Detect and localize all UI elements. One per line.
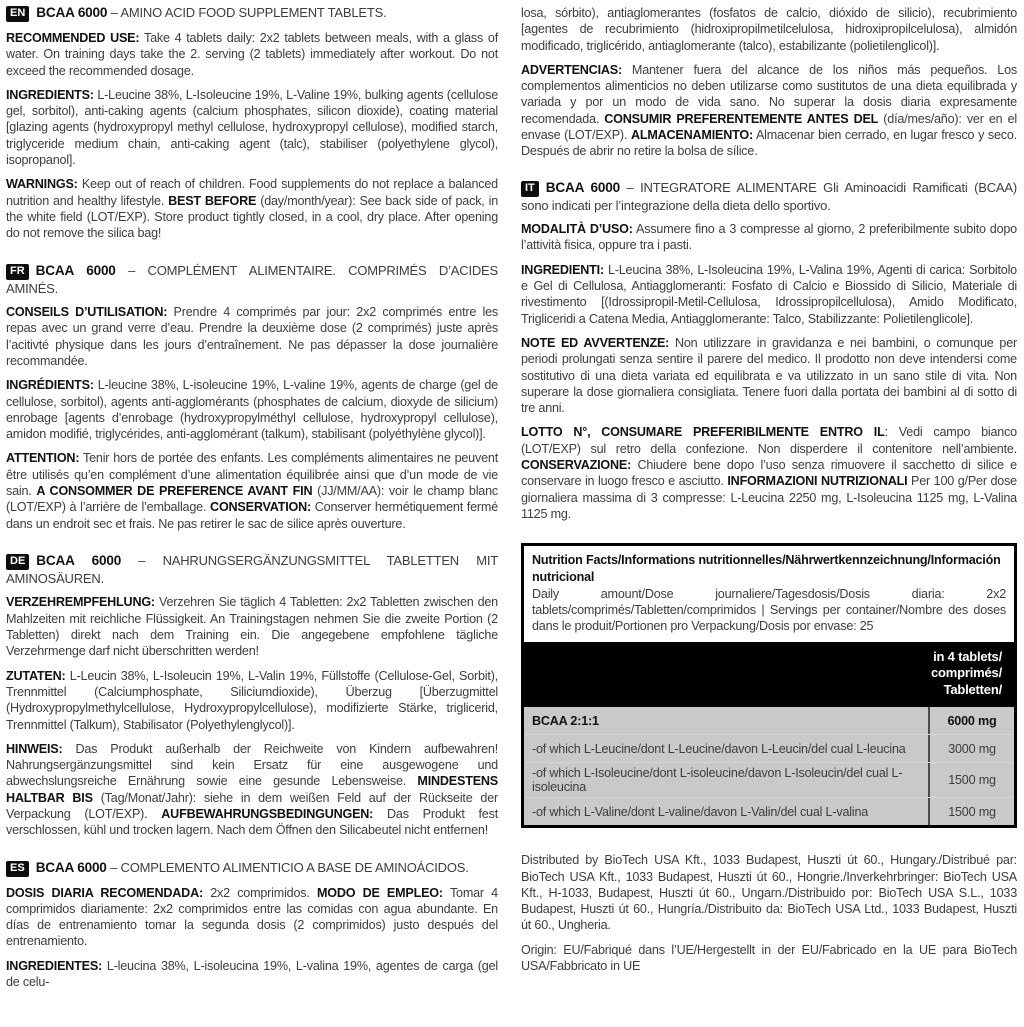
section-fr-title — [6, 263, 498, 298]
section-it-title — [521, 180, 1017, 215]
nutrition-table-body — [524, 707, 1014, 825]
paragraph-it-note: NOTE ED AVVERTENZE: Non utilizzare in gravidanza e nei bambini, o comunque per periodi prolungati senza sentire il parere del medico. Il prodotto non deve intendersi come sostitutivo di una dieta variata ed equilibrata e va utilizzato in un sano stile di vita. Non superare la dose giornaliera consigliata. Tenere fuori dalla portata dei bambini al di sotto di tre anni. — [521, 335, 1018, 416]
section-es-title-text: BCAA 6000 – COMPLEMENTO ALIMENTICIO A BASE DE AMINOÁCIDOS. — [35, 859, 469, 875]
section-fr-title-text: BCAA 6000 – COMPLÉMENT ALIMENTAIRE. COMPRIMÉS D’ACIDES AMINÉS. — [6, 262, 498, 296]
paragraph-es-advertencias: ADVERTENCIAS: Mantener fuera del alcance de los niños más pequeños. Los complementos alimenticios no deben utilizarse como sustitutos de una dieta equilibrada y variada y por un modo de vida sano. No superar la dosis diaria expresamente recomendada. CONSUMIR PREFERENTEMENTE ANTES DEL (día/mes/año): ver en el envase (LOT/EXP). ALMACENAMIENTO: Almacenar bien cerrado, en lugar fresco y seco. Después de abrir no retire la bolsa de sílice. — [521, 62, 1017, 159]
section-de — [6, 553, 498, 839]
table-row-leucine — [524, 734, 1014, 762]
paragraph-en-ingredients: INGREDIENTS: L-Leucine 38%, L-Isoleucine 19%, L-Valine 19%, bulking agents (cellulose gel, sorbitol), anti-caking agents (calcium phosphates, silicon dioxide), coating material [glazing agents (hydroxypropyl methyl cellulose, hydroxypropyl cellulose), modified starch, triglyceride medium chain, anti-caking agent (talc), stabiliser (polyethylene glycol), isopropanol]. — [6, 87, 498, 168]
lang-badge-en: EN — [6, 6, 29, 22]
section-fr — [6, 263, 498, 532]
left-column — [6, 5, 498, 998]
nutrition-amount-column-header — [524, 642, 1014, 708]
table-row-isoleucine — [524, 762, 1014, 797]
row-value: 3000 mg — [928, 735, 1014, 762]
nutrition-table-header — [524, 546, 1014, 641]
paragraph-es-dosis: DOSIS DIARIA RECOMENDADA: 2x2 comprimidos. MODO DE EMPLEO: Tomar 4 comprimidos diariamente: 2x2 comprimidos entre las comidas con agua abundante. En días de entrenamiento tomar la segunda dosis (2 comprimidos) justo después del entrenamiento. — [6, 885, 498, 949]
paragraph-it-ingredienti: INGREDIENTI: L-Leucina 38%, L-Isoleucina 19%, L-Valina 19%, Agenti di carica: Sorbitolo e Gel di Cellulosa, Antiagglomeranti: Fosfato di Calcio e Biossido di Silicio, Materiale di rivestimento [(Idrossipropil-Metil-Cellulosa, Idrossipropilcellulosa), Amido Modificato, Trigliceridi a Catena Media, Antiagglomerante: Talco, Stabilizzante: Polietilenglicole]. — [521, 262, 1017, 326]
nutrition-table-title: Nutrition Facts/Informations nutritionnelles/Nährwertkennzeichnung/Información nutricional — [532, 553, 1001, 584]
section-it — [521, 180, 1017, 523]
paragraph-es-ingredientes: INGREDIENTES: L-leucina 38%, L-isoleucina 19%, L-valina 19%, agentes de carga (gel de celu- — [6, 958, 498, 990]
row-label: BCAA 2:1:1 — [532, 713, 599, 728]
section-it-title-text: BCAA 6000 – INTEGRATORE ALIMENTARE Gli Aminoacidi Ramificati (BCAA) sono indicati per l’integrazione della dieta dello sportivo. — [521, 179, 1017, 213]
section-es-title — [6, 860, 498, 878]
table-row-bcaa-total — [524, 707, 1014, 734]
paragraph-de-verzehrempfehlung: VERZEHREMPFEHLUNG: Verzehren Sie täglich 4 Tabletten: 2x2 Tabletten zwischen den Mahlzeiten mit reichliche Flüssigkeit. An Trainingstagen nehmen Sie die zweite Portion (2 Tabletten) direkt nach dem Training ein. Die angegebene empfohlene tägliche Verzehrmenge darf nicht überschritten werden! — [6, 595, 498, 659]
lang-badge-it: IT — [521, 181, 539, 197]
row-label: -of which L-Valine/dont L-valine/davon L-Valin/del cual L-valina — [532, 804, 869, 819]
paragraph-it-lotto: LOTTO N°, CONSUMARE PREFERIBILMENTE ENTRO IL: Vedi campo bianco (LOT/EXP) sul retro della confezione. Non disperdere il contenitore nell’ambiente. CONSERVAZIONE: Chiudere bene dopo l’uso senza rimuovere il sacchetto di silice e conservare in luogo fresco e asciutto. INFORMAZIONI NUTRIZIONALI Per 100 g/Per dose giornaliera massima di 3 compresse: L-Leucina 2250 mg, L-Isoleucina 1125 mg, L-Valina 1125 mg. — [521, 425, 1017, 521]
section-en-title-text: BCAA 6000 – AMINO ACID FOOD SUPPLEMENT TABLETS. — [36, 5, 387, 20]
paragraph-en-recommended-use: RECOMMENDED USE: Take 4 tablets daily: 2x2 tablets between meals, with a glass of water. On training days take the 2. serving (2 tablets) immediately after workout. Do not exceed the recommended dosage. — [6, 31, 498, 78]
lang-badge-de: DE — [6, 554, 29, 570]
paragraph-distributor: Distributed by BioTech USA Kft., 1033 Budapest, Huszti út 60., Hungary./Distribué par: BioTech USA Kft., 1033 Budapest, Huszti út 60., Hongrie./Inverkehrbringer: BioTech USA Kft., H-1033, Budapest, Huszti út 60., Ungarn./Distribuido por: BioTech USA S.L., 1033 Budapest, Huszti út 60., Hungría./Distribuito da: BioTech USA Ltd., 1033 Budapest, Huszti út 60., Ungheria. — [521, 853, 1017, 933]
lang-badge-fr: FR — [6, 264, 29, 280]
lang-badge-es: ES — [6, 861, 29, 877]
paragraph-de-hinweis: HINWEIS: Das Produkt außerhalb der Reichweite von Kindern aufbewahren! Nahrungsergänzungsmittel sind kein Ersatz für eine ausgewogene und abwechslungsreiche Ernährung sowie eine gesunde Lebensweise. MINDESTENS HALTBAR BIS (Tag/Monat/Jahr): siehe in dem weißen Feld auf der Rückseite der Verpackung (LOT/EXP). AUFBEWAHRUNGSBEDINGUNGEN: Das Produkt fest verschlossen, kühl und trocken lagern. Nach dem Öffnen den Silicabeutel nicht entfernen! — [6, 741, 499, 838]
paragraph-origin: Origin: EU/Fabriqué dans l’UE/Hergestellt in der EU/Fabricado en la UE para BioTech USA/Fabbricato in UE — [521, 942, 1017, 973]
row-label: -of which L-Leucine/dont L-Leucine/davon L-Leucin/del cual L-leucina — [532, 741, 906, 756]
paragraph-fr-attention: ATTENTION: Tenir hors de portée des enfants. Les compléments alimentaires ne peuvent être utilisés qu’en complément d’une alimentation équilibrée ainsi que d’un mode de vie sain. A CONSOMMER DE PREFERENCE AVANT FIN (JJ/MM/AA): voir le champ blanc (LOT/EXP) à l’arrière de l’emballage. CONSERVATION: Conserver hermétiquement fermé dans un endroit sec et frais. Ne pas retirer le sac de silice après ouverture. — [6, 451, 499, 531]
nutrition-facts-table — [521, 543, 1017, 828]
paragraph-es-ingredientes-continued: losa, sórbito), antiaglomerantes (fosfatos de calcio, dióxido de silicio), recubrimiento [agentes de recubrimiento (hidroxipropilmetilcelulosa, hidroxipropilcelulosa), almidón modificado, triglicérido, antiaglomerante (talco), estabilizante (polietilenglicol)]. — [521, 6, 1017, 53]
row-value: 1500 mg — [928, 763, 1014, 797]
row-label: -of which L-Isoleucine/dont L-isoleucine/davon L-Isoleucin/del cual L-isoleucina — [532, 766, 903, 795]
column-header-line: Tabletten/ — [943, 681, 1002, 697]
paragraph-it-modalita: MODALITÀ D’USO: Assumere fino a 3 compresse al giorno, 2 preferibilmente subito dopo l’attività fisica, oppure tra i pasti. — [521, 222, 1017, 253]
section-de-title — [6, 553, 498, 588]
row-value: 1500 mg — [928, 798, 1014, 825]
section-en-title — [6, 5, 498, 23]
table-row-valine — [524, 797, 1014, 825]
column-header-line: in 4 tablets/ — [933, 648, 1002, 664]
nutrition-table-subtitle: Daily amount/Dose journaliere/Tagesdosis/Dosis diaria: 2x2 tablets/comprimés/Tabletten/comprimidos | Servings per container/Nombre des doses dans le produit/Portionen pro Verpackung/Dosis por envase: 25 — [532, 586, 1006, 634]
row-value: 6000 mg — [928, 707, 1014, 734]
section-en — [6, 5, 498, 242]
section-es — [6, 860, 498, 991]
column-header-line: comprimés/ — [931, 665, 1002, 681]
paragraph-en-warnings: WARNINGS: Keep out of reach of children. Food supplements do not replace a balanced nutrition and healthy lifestyle. BEST BEFORE (day/month/year): See back side of pack, in the white field (LOT/EXP). Store product tightly closed, in a cool, dry place. After opening do not remove the silica bag! — [6, 177, 498, 241]
section-de-title-text: BCAA 6000 – NAHRUNGSERGÄNZUNGSMITTEL TABLETTEN MIT AMINOSÄUREN. — [6, 552, 498, 586]
paragraph-fr-ingredients: INGRÉDIENTS: L-leucine 38%, L-isoleucine 19%, L-valine 19%, agents de charge (gel de cellulose, sorbitol), agents anti-agglomérants (phosphates de calcium, dioxyde de silicium) enrobage [agents d’enrobage (hydroxypropylméthyl cellulose, hydroxypropyl cellulose), amidon modifié, triglycérides, anti-agglomérant (talkum), stabilisant (polyéthylène glycol)]. — [6, 378, 498, 442]
paragraph-fr-conseils: CONSEILS D’UTILISATION: Prendre 4 comprimés par jour: 2x2 comprimés entre les repas avec un grand verre d’eau. Prendre la deuxième dose (2 comprimés) juste après l’acitivté physique dans les jours d’entraînement. Ne pas dépasser la dose journalière recommandée. — [6, 305, 498, 368]
paragraph-de-zutaten: ZUTATEN: L-Leucin 38%, L-Isoleucin 19%, L-Valin 19%, Füllstoffe (Cellulose-Gel, Sorbit), Trennmittel (Calciumphosphate, Siliciumdioxide), Überzug [Überzugmittel (Hydroxypropylmethylcellulose, Hydroxypropylcellulose), modifizierte Stärke, triglicerid, Trennmittel (Talkum), Stabilisator (Polyethylenglycol)]. — [6, 668, 498, 732]
right-column — [521, 5, 1017, 982]
